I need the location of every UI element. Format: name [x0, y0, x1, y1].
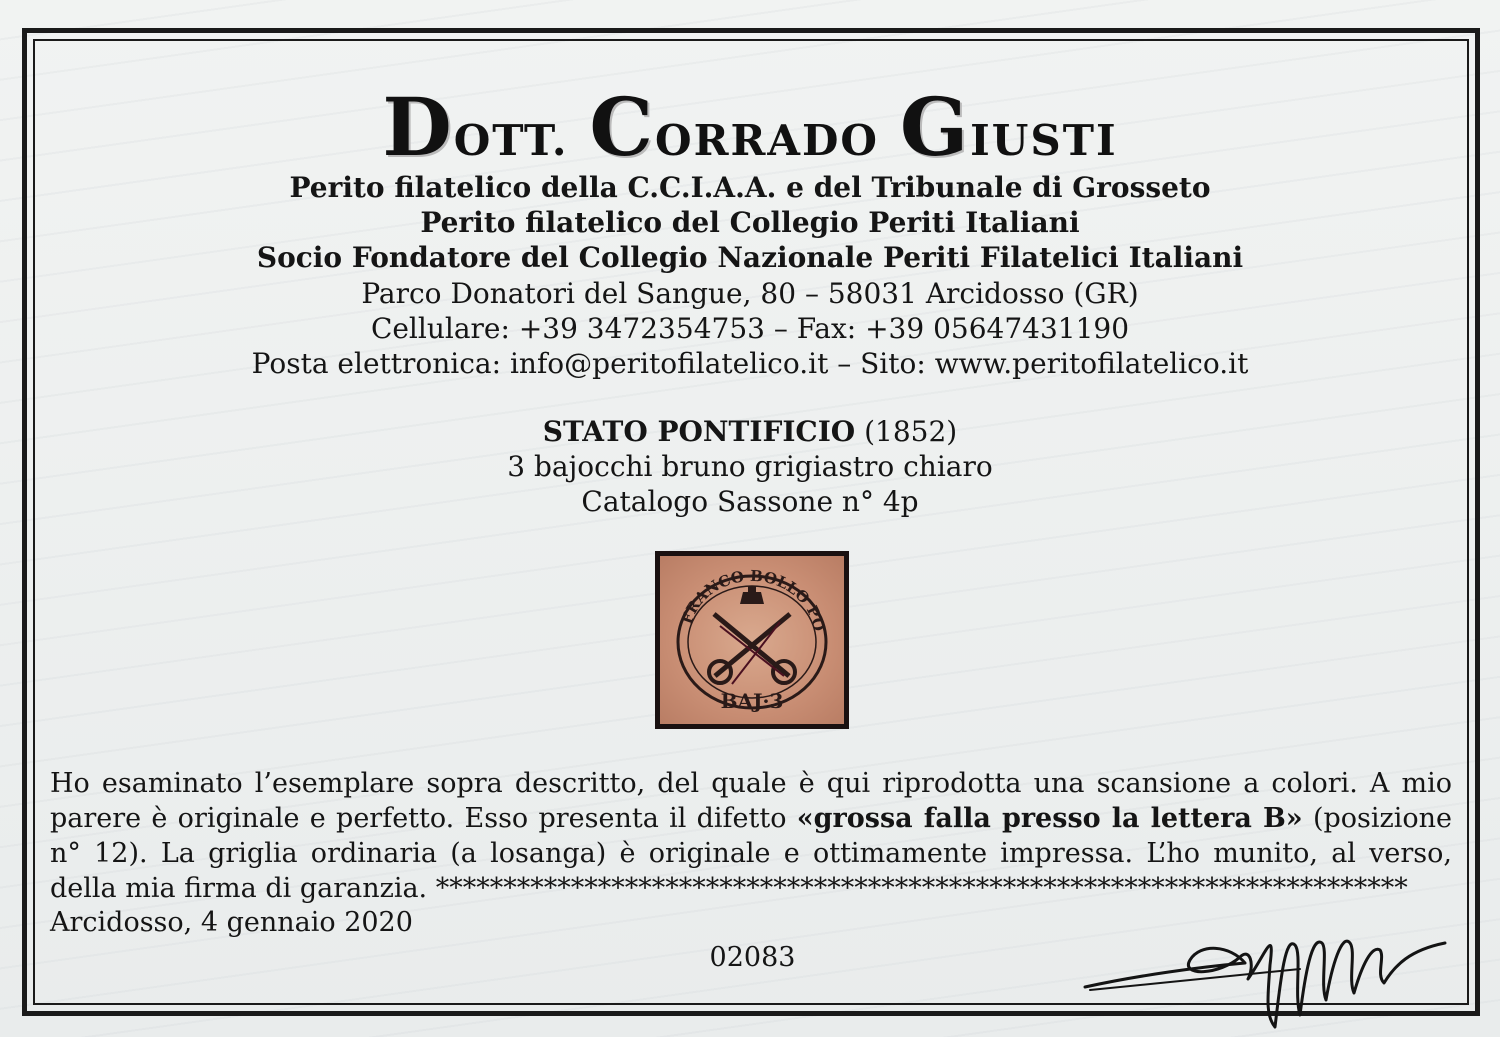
brand-word-giusti: IUSTI: [970, 116, 1118, 165]
certification-text: [50, 766, 1452, 906]
credential-line-2: Perito filatelico del Collegio Periti Italiani: [420, 206, 1080, 239]
item-year: (1852): [864, 415, 958, 448]
certification-paragraph: [50, 766, 1452, 906]
handwritten-signature: [1080, 905, 1460, 1035]
defect-emphasis: «grossa falla presso la lettera B»: [796, 803, 1303, 834]
stamp-image: [655, 551, 849, 729]
phone-line: Cellulare: +39 3472354753 – Fax: +39 05647431190: [370, 312, 1130, 345]
expert-brand-logo: [0, 80, 1500, 174]
address-line: Parco Donatori del Sangue, 80 – 58031 Arcidosso (GR): [361, 277, 1139, 310]
body-part-2: (posizione n° 12). La griglia ordinaria (a losanga) è originale e ottimamente impressa. L’ho munito, al verso, della mia firma di garanzia.: [50, 803, 1452, 904]
stamp-value-text: BAJ·3: [720, 689, 784, 713]
item-heading: [0, 414, 1500, 449]
credential-line-1: Perito filatelico della C.C.I.A.A. e del Tribunale di Grosseto: [289, 171, 1211, 204]
brand-initial-d: D: [382, 80, 454, 174]
brand-initial-g: G: [899, 80, 971, 174]
brand-word-dott: OTT.: [453, 116, 569, 165]
stamp-paper: [660, 556, 844, 724]
body-part-1: Ho esaminato l’esemplare sopra descritto, del quale è qui riprodotta una scansione a colori. A mio parere è originale e perfetto. Esso presenta il difetto: [50, 768, 1452, 834]
item-description: 3 bajocchi bruno grigiastro chiaro: [507, 450, 993, 483]
brand-initial-c: C: [589, 80, 655, 174]
item-title: STATO PONTIFICIO: [542, 415, 856, 448]
credential-line-3: Socio Fondatore del Collegio Nazionale Periti Filatelici Italiani: [256, 241, 1244, 274]
place-date: Arcidosso, 4 gennaio 2020: [50, 907, 413, 938]
papal-keys-emblem-icon: [660, 556, 844, 724]
filler-stars: ************************************************************************: [435, 873, 1408, 904]
contact-line: Posta elettronica: info@peritofilatelico.it – Sito: www.peritofilatelico.it: [251, 347, 1249, 380]
stamp-top-text: FRANCO BOLLO PO: [677, 566, 828, 633]
item-catalog: Catalogo Sassone n° 4p: [581, 485, 919, 518]
brand-word-corrado: ORRADO: [655, 116, 879, 165]
certificate-number: 02083: [709, 942, 796, 973]
